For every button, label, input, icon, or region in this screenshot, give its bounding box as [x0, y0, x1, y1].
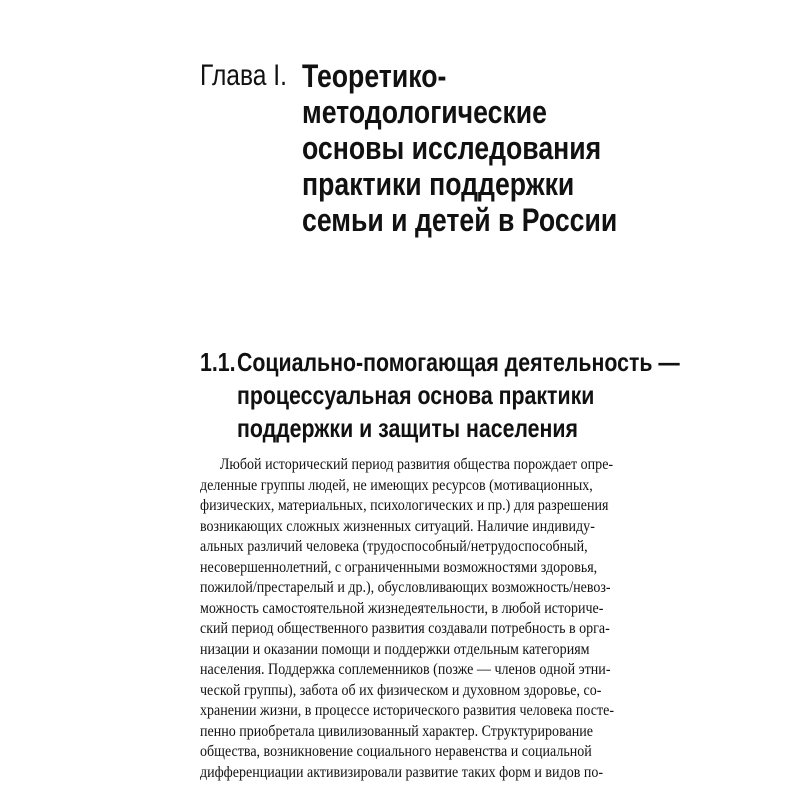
paragraph-line: ский период общественного развития создавали потребность в орга- [200, 620, 610, 637]
paragraph-line: ческой группы), забота об их физическом и духовном здоровье, со- [200, 681, 602, 699]
paragraph-line: физических, материальных, психологических и пр.) для разрешения [200, 497, 609, 514]
paragraph-line: общества, возникновение социального неравенства и социальной [200, 743, 592, 760]
paragraph-line: возникающих сложных жизненных ситуаций. Наличие индивиду- [200, 517, 595, 535]
paragraph-line: пожилой/престарелый и др.), обусловливающих возможность/невоз- [200, 579, 611, 596]
section-title [237, 346, 680, 445]
section-title-line: поддержки и защиты населения [237, 413, 578, 443]
chapter-title-line: практики поддержки [302, 166, 575, 202]
paragraph-line: можность самостоятельной жизнедеятельности, в любой историче- [200, 599, 604, 617]
section-number: 1.1. [200, 347, 236, 377]
chapter-title-line: семьи и детей в России [302, 202, 618, 238]
chapter-title-line: Теоретико- [302, 58, 447, 94]
chapter-label: Глава I. [200, 59, 287, 92]
paragraph-line: несовершеннолетний, с ограниченными возможностями здоровья, [200, 558, 598, 576]
chapter-title-line: методологические [302, 94, 548, 130]
paragraph-line: Любой исторический период развития общества порождает опре- [219, 456, 614, 473]
paragraph-line: населения. Поддержка соплеменников (позже — членов одной этни- [200, 661, 611, 678]
body-paragraph [200, 455, 755, 783]
paragraph-line: альных различий человека (трудоспособный/нетрудоспособный, [200, 538, 588, 555]
section-title-line: процессуальная основа практики [237, 380, 595, 410]
section-title-line: Социально-помогающая деятельность — [237, 347, 680, 377]
chapter-title [302, 58, 617, 238]
paragraph-line: пенно приобретала цивилизованный характер. Структурирование [200, 722, 593, 740]
chapter-title-line: основы исследования [302, 130, 602, 166]
paragraph-line: дифференциации активизировали развитие таких форм и видов по- [200, 763, 604, 781]
paragraph-line: хранении жизни, в процессе исторического развития человека посте- [200, 702, 615, 719]
paragraph-line: низации и оказании помощи и поддержки отдельным категориям [200, 640, 590, 658]
paragraph-line: деленные группы людей, не имеющих ресурсов (мотивационных, [200, 476, 593, 494]
